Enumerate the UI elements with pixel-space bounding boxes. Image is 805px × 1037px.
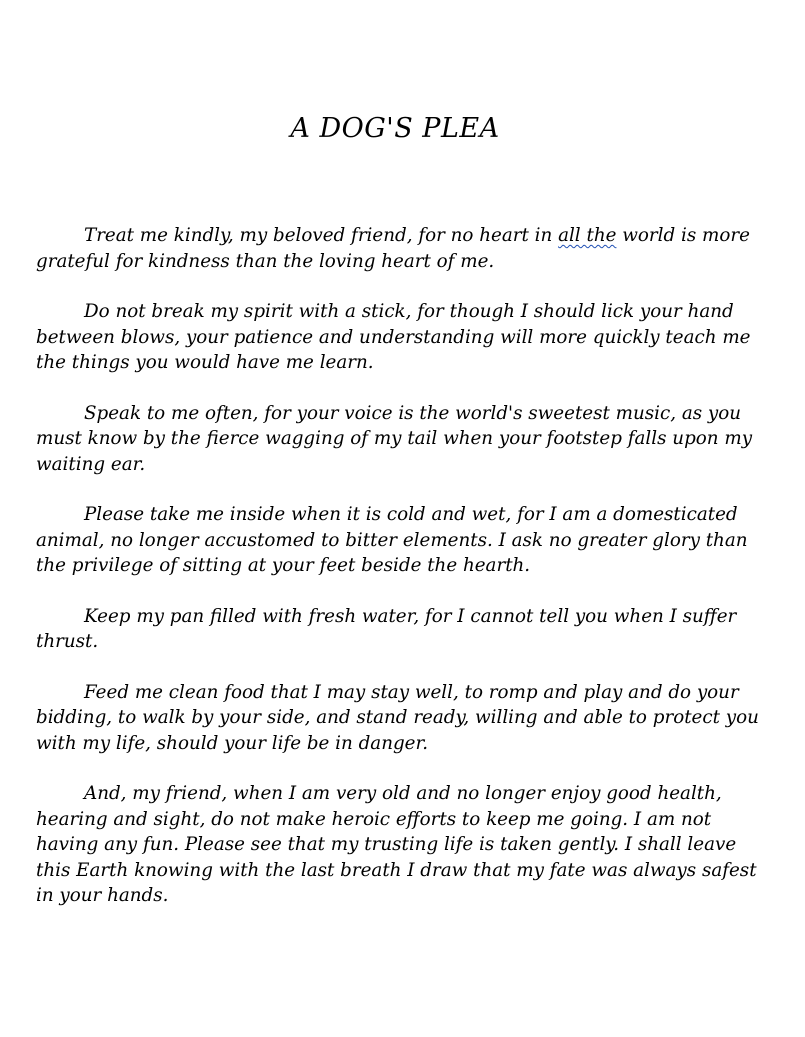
paragraph-5: Keep my pan filled with fresh water, for I cannot tell you when I suffer thrust. bbox=[36, 605, 737, 652]
paragraph-4: Please take me inside when it is cold and wet, for I am a domesticated animal, no longer accustomed to bitter elements. I ask no greater glory than the privilege of sitting at your feet beside the hearth. bbox=[36, 504, 748, 576]
paragraph-6: Feed me clean food that I may stay well, to romp and play and do your bidding, to walk by your side, and stand ready, willing and able to protect you with my life, should your life be in danger. bbox=[36, 681, 759, 754]
paragraph-7: And, my friend, when I am very old and no longer enjoy good health, hearing and sight, do not make heroic efforts to keep me going. I am not having any fun. Please see that my trusting life is taken gently. I shall leave this Earth knowing with the last breath I draw that my fate was always safest in your hands. bbox=[36, 783, 757, 906]
paragraph-2: Do not break my spirit with a stick, for though I should lick your hand between blows, your patience and understanding will more quickly teach me the things you would have me learn. bbox=[36, 301, 751, 373]
document-title: A DOG'S PLEA bbox=[290, 113, 500, 144]
paragraph-1: Treat me kindly, my beloved friend, for no heart in all the world is more grateful for kindness than the loving heart of me. bbox=[36, 225, 750, 272]
paragraph-3: Speak to me often, for your voice is the world's sweetest music, as you must know by the fierce wagging of my tail when your footstep falls upon my waiting ear. bbox=[36, 402, 753, 475]
spellcheck-underline: all the bbox=[558, 225, 617, 246]
document-body bbox=[36, 223, 761, 909]
